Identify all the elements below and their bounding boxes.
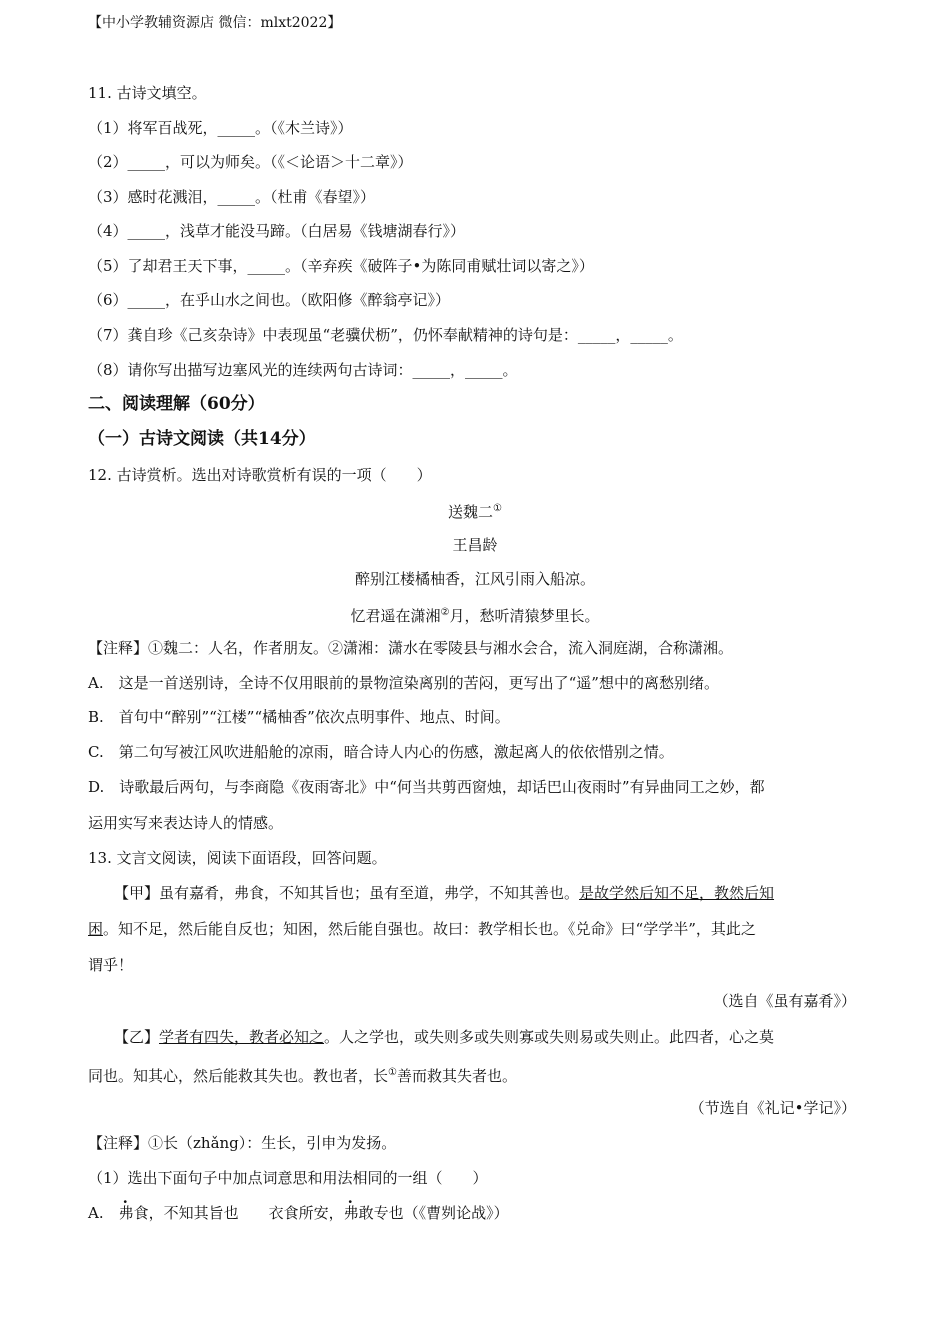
poem-title: [0, 499, 950, 522]
q13-sub1: （1）选出下面句子中加点词意思和用法相同的一组（ ）: [88, 1169, 488, 1187]
q11-item: （1）将军百战死，_____。（《木兰诗》）: [88, 119, 353, 137]
jia-underlined-b: 困: [88, 920, 104, 938]
yi-line-1: [114, 1027, 774, 1047]
poem-line-2-note: ②: [440, 607, 450, 618]
yi-line-1-b: 。人之学也，或失则多或失则寡或失则易或失则止。此四者，心之莫: [324, 1028, 775, 1046]
q11-item: （3）感时花溅泪，_____。（杜甫《春望》）: [88, 188, 376, 206]
jia-line-1: [114, 883, 774, 903]
poem-title-note: ①: [493, 503, 502, 514]
poem-line-2-a: 忆君遥在潇湘: [350, 607, 441, 625]
q12-option-b: B. 首句中“醉别”“江楼”“橘柚香”依次点明事件、地点、时间。: [88, 708, 510, 726]
section-heading: 二、阅读理解（60分）: [88, 394, 265, 414]
q11-item: （4）_____，浅草才能没马蹄。（白居易《钱塘湖春行》）: [88, 222, 466, 240]
jia-line-1-a: 【甲】虽有嘉肴，弗食，不知其旨也；虽有至道，弗学，不知其善也。: [114, 884, 580, 902]
subsection-heading: （一）古诗文阅读（共14分）: [88, 429, 316, 449]
q11-item: （5）了却君王天下事，_____。（辛弃疾《破阵子•为陈同甫赋壮词以寄之》）: [88, 257, 594, 275]
jia-line-3: 谓乎！: [88, 956, 134, 974]
q11-item: （6）_____，在乎山水之间也。（欧阳修《醉翁亭记》）: [88, 291, 451, 309]
q13-note: 【注释】①长（zhǎng）：生长，引申为发扬。: [88, 1134, 397, 1152]
q13-option-a-prefix: A.: [88, 1204, 119, 1222]
yi-label: 【乙】: [114, 1028, 160, 1046]
yi-line-2-note: ①: [388, 1067, 397, 1078]
jia-source: （选自《虽有嘉肴》）: [713, 992, 856, 1010]
dotted-word: 弗: [118, 1204, 134, 1222]
q12-option-d-cont: 运用实写来表达诗人的情感。: [88, 814, 284, 832]
q12-option-d: D. 诗歌最后两句，与李商隐《夜雨寄北》中“何当共剪西窗烛，却话巴山夜雨时”有异曲同工之妙，都: [88, 778, 765, 796]
q11-item: （7）龚自珍《己亥杂诗》中表现虽“老骥伏枥”，仍怀奉献精神的诗句是：_____，_____。: [88, 326, 683, 344]
q12-option-a: A. 这是一首送别诗，全诗不仅用眼前的景物渲染离别的苦闷，更写出了“遥”想中的离愁别绪。: [88, 674, 719, 692]
jia-line-2: [88, 919, 756, 939]
dotted-word: 弗: [343, 1204, 359, 1222]
yi-source: （节选自《礼记•学记》）: [689, 1099, 856, 1117]
q13-option-a-mid: 食，不知其旨也 衣食所安，: [133, 1204, 344, 1222]
yi-line-2: [88, 1063, 517, 1086]
q13-option-a: [88, 1203, 509, 1223]
q11-item: （2）_____，可以为师矣。（《＜论语＞十二章》）: [88, 153, 413, 171]
jia-underlined-a: 是故学然后知不足，教然后知: [579, 884, 775, 902]
poem-line-2: [0, 603, 950, 626]
q12-option-c: C. 第二句写被江风吹进船舱的凉雨，暗合诗人内心的伤感，激起离人的依依惜别之情。: [88, 743, 674, 761]
q11-item: （8）请你写出描写边塞风光的连续两句古诗词：_____，_____。: [88, 361, 518, 379]
yi-line-2-b: 善而救其失者也。: [396, 1067, 517, 1085]
q12-title: 12. 古诗赏析。选出对诗歌赏析有误的一项（ ）: [88, 466, 432, 484]
q13-option-a-end: 敢专也（《曹刿论战》）: [358, 1204, 509, 1222]
q12-note: 【注释】①魏二：人名，作者朋友。②潇湘：潇水在零陵县与湘水会合，流入洞庭湖，合称潇湘。: [88, 639, 734, 657]
poem-title-text: 送魏二: [448, 503, 494, 521]
yi-underlined: 学者有四失，教者必知之: [159, 1028, 325, 1046]
jia-line-2-b: 。知不足，然后能自反也；知困，然后能自强也。故曰：教学相长也。《兑命》曰“学学半”，其此之: [103, 920, 756, 938]
poem-line-2-b: 月，愁听清猿梦里长。: [449, 607, 600, 625]
yi-line-2-a: 同也。知其心，然后能救其失也。教也者，长: [88, 1067, 389, 1085]
poem-author: 王昌龄: [452, 536, 498, 554]
watermark: 【中小学教辅资源店 微信：mlxt2022】: [88, 15, 342, 31]
q11-title: 11. 古诗文填空。: [88, 84, 207, 102]
q13-title: 13. 文言文阅读，阅读下面语段，回答问题。: [88, 849, 387, 867]
poem-line-1: 醉别江楼橘柚香，江风引雨入船凉。: [354, 570, 595, 588]
